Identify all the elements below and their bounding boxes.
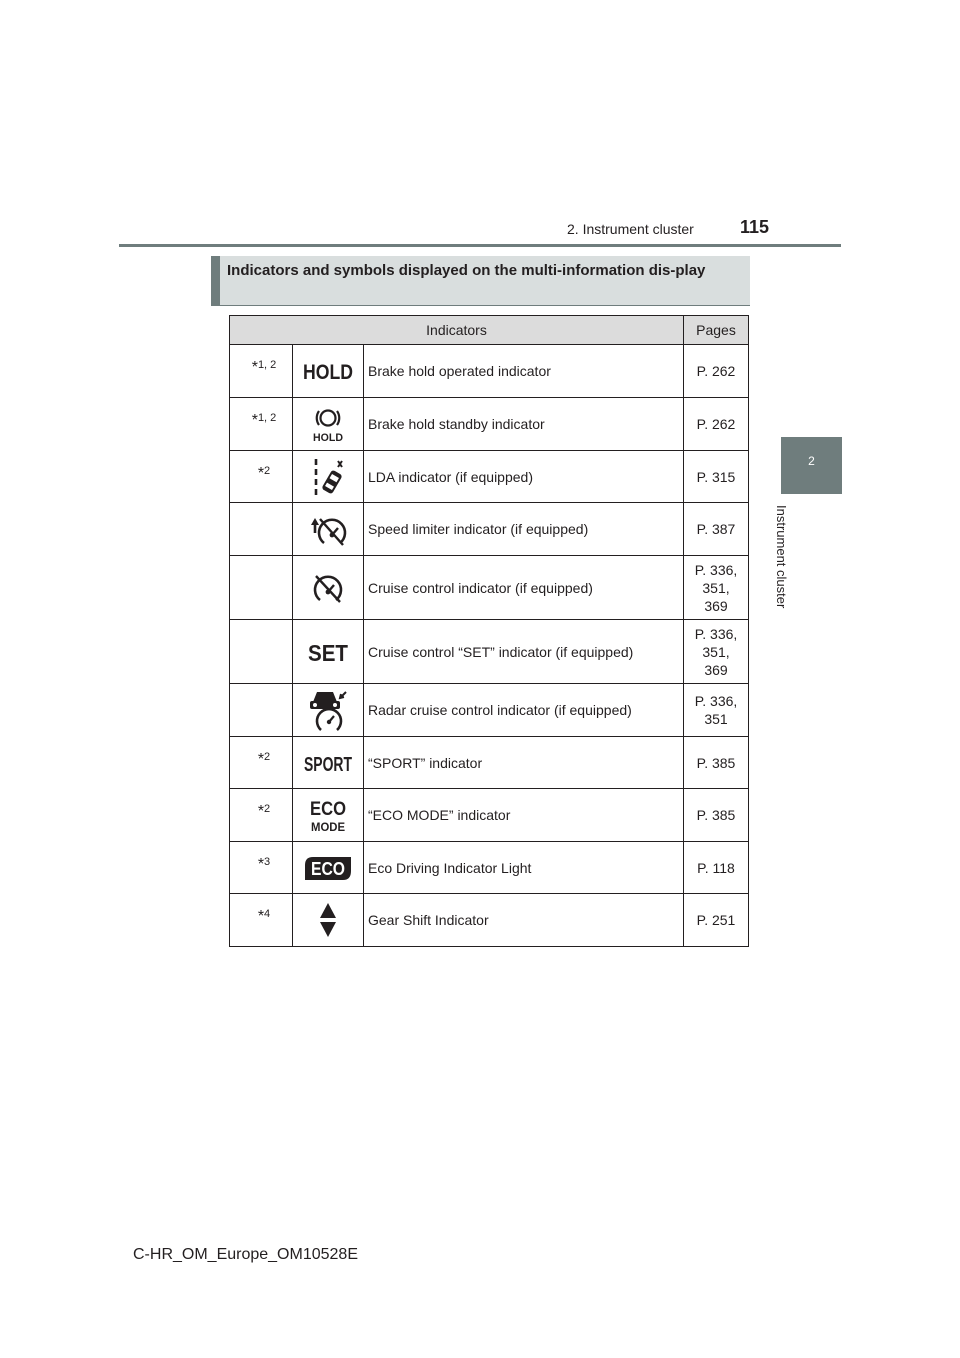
page-reference[interactable]: 351, <box>702 579 730 596</box>
svg-text:ECO: ECO <box>310 799 346 820</box>
footnote-cell <box>230 894 293 947</box>
indicator-icon-cell <box>293 620 364 684</box>
indicator-description: Radar cruise control indicator (if equipped) <box>364 684 684 737</box>
footnote-cell <box>230 737 293 789</box>
sport-icon <box>293 748 363 778</box>
page-number: 115 <box>740 217 770 237</box>
table-header-row <box>230 316 749 345</box>
indicator-icon-cell <box>293 737 364 789</box>
page-reference-cell <box>684 451 749 503</box>
cruise-control-icon <box>293 570 363 606</box>
indicator-icon-cell <box>293 345 364 398</box>
svg-text:HOLD: HOLD <box>313 432 344 444</box>
page-reference[interactable]: 369 <box>704 661 728 678</box>
indicator-icon-cell <box>293 894 364 947</box>
table-row <box>230 620 749 684</box>
indicator-description: Cruise control indicator (if equipped) <box>364 556 684 620</box>
footnote-numbers: 4 <box>264 908 271 920</box>
indicators-table <box>229 315 749 947</box>
hold-icon <box>293 356 363 386</box>
set-icon <box>293 637 363 667</box>
footnote-marker: * <box>257 465 265 482</box>
footnote-marker: * <box>257 751 265 768</box>
page-reference[interactable]: P. 262 <box>696 363 736 379</box>
page-reference[interactable]: P. 387 <box>696 521 736 537</box>
indicator-icon-cell <box>293 789 364 842</box>
page-reference-cell <box>684 620 749 684</box>
table-row <box>230 503 749 556</box>
indicator-description: “ECO MODE” indicator <box>364 789 684 842</box>
indicators-column-header: Indicators <box>230 316 684 345</box>
footnote-cell <box>230 789 293 842</box>
page-reference-cell <box>684 842 749 894</box>
page-reference[interactable]: P. 251 <box>696 912 736 928</box>
section-title: Indicators and symbols displayed on the multi-information dis-play <box>211 256 750 306</box>
footnote-numbers: 2 <box>264 465 271 477</box>
table-row <box>230 737 749 789</box>
eco-mode-icon <box>293 796 363 834</box>
footnote-numbers: 1, 2 <box>257 359 277 371</box>
page-reference[interactable]: P. 315 <box>696 468 736 485</box>
gear-shift-icon <box>293 902 363 938</box>
footnote-cell <box>230 842 293 894</box>
speed-limiter-icon <box>293 509 363 549</box>
chapter-label-text: Instrument cluster <box>774 505 789 609</box>
header-divider <box>119 244 841 247</box>
indicator-icon-cell <box>293 684 364 737</box>
indicator-description: “SPORT” indicator <box>364 737 684 789</box>
page-reference[interactable]: 351, <box>702 643 730 660</box>
indicator-description: Brake hold standby indicator <box>364 398 684 451</box>
indicator-description: Speed limiter indicator (if equipped) <box>364 503 684 556</box>
brake-hold-standby-icon <box>293 405 363 443</box>
footnote-cell <box>230 684 293 737</box>
section-name: 2. Instrument cluster <box>567 221 694 237</box>
table-row <box>230 451 749 503</box>
chapter-tab[interactable] <box>781 437 842 494</box>
footnote-marker: * <box>251 359 258 376</box>
table-row <box>230 894 749 947</box>
page-reference-cell <box>684 556 749 620</box>
footnote-numbers: 2 <box>264 751 271 763</box>
indicator-icon-cell <box>293 556 364 620</box>
indicator-icon-cell <box>293 503 364 556</box>
page-reference-cell <box>684 894 749 947</box>
page-reference[interactable]: P. 262 <box>696 416 736 432</box>
table-row <box>230 345 749 398</box>
svg-text:SET: SET <box>308 639 348 666</box>
indicator-description: Eco Driving Indicator Light <box>364 842 684 894</box>
footnote-numbers: 1, 2 <box>257 412 277 424</box>
indicator-icon-cell <box>293 842 364 894</box>
indicator-icon-cell <box>293 398 364 451</box>
page-reference[interactable]: P. 336, <box>694 625 738 642</box>
footnote-cell <box>230 451 293 503</box>
radar-cruise-icon <box>293 688 363 732</box>
page-reference[interactable]: 369 <box>704 597 728 614</box>
footnote-cell <box>230 398 293 451</box>
table-row <box>230 842 749 894</box>
lda-icon <box>293 457 363 497</box>
page-reference[interactable]: P. 385 <box>696 807 736 823</box>
svg-text:SPORT: SPORT <box>304 753 352 776</box>
footnote-numbers: 2 <box>264 803 271 815</box>
page-reference-cell <box>684 684 749 737</box>
page-reference-cell <box>684 503 749 556</box>
footnote-cell <box>230 503 293 556</box>
indicator-description: Brake hold operated indicator <box>364 345 684 398</box>
page-reference[interactable]: P. 118 <box>697 859 735 876</box>
indicator-icon-cell <box>293 451 364 503</box>
table-row <box>230 398 749 451</box>
page-reference-cell <box>684 345 749 398</box>
indicator-description: Cruise control “SET” indicator (if equipped) <box>364 620 684 684</box>
table-row <box>230 684 749 737</box>
svg-text:ECO: ECO <box>311 858 345 879</box>
table-row <box>230 556 749 620</box>
eco-driving-icon <box>293 853 363 883</box>
footnote-marker: * <box>251 412 258 429</box>
footnote-cell <box>230 556 293 620</box>
indicator-description: LDA indicator (if equipped) <box>364 451 684 503</box>
page-reference[interactable]: P. 336, <box>694 561 738 578</box>
footnote-cell <box>230 620 293 684</box>
chapter-label <box>774 505 806 625</box>
footnote-marker: * <box>257 908 265 925</box>
footnote-cell <box>230 345 293 398</box>
footnote-marker: * <box>257 803 265 820</box>
page-reference-cell <box>684 398 749 451</box>
page-reference-cell <box>684 737 749 789</box>
page-reference[interactable]: 351 <box>704 711 728 727</box>
pages-column-header: Pages <box>684 316 749 345</box>
indicator-description: Gear Shift Indicator <box>364 894 684 947</box>
chapter-number: 2 <box>808 454 815 468</box>
document-footer: C-HR_OM_Europe_OM10528E <box>133 1246 358 1263</box>
svg-text:HOLD: HOLD <box>303 361 353 384</box>
table-row <box>230 789 749 842</box>
page-reference[interactable]: P. 336, <box>694 693 738 709</box>
page-reference[interactable]: P. 385 <box>696 754 736 771</box>
page-reference-cell <box>684 789 749 842</box>
svg-text:MODE: MODE <box>311 820 345 834</box>
footnote-numbers: 3 <box>264 856 271 868</box>
footnote-marker: * <box>257 856 265 873</box>
